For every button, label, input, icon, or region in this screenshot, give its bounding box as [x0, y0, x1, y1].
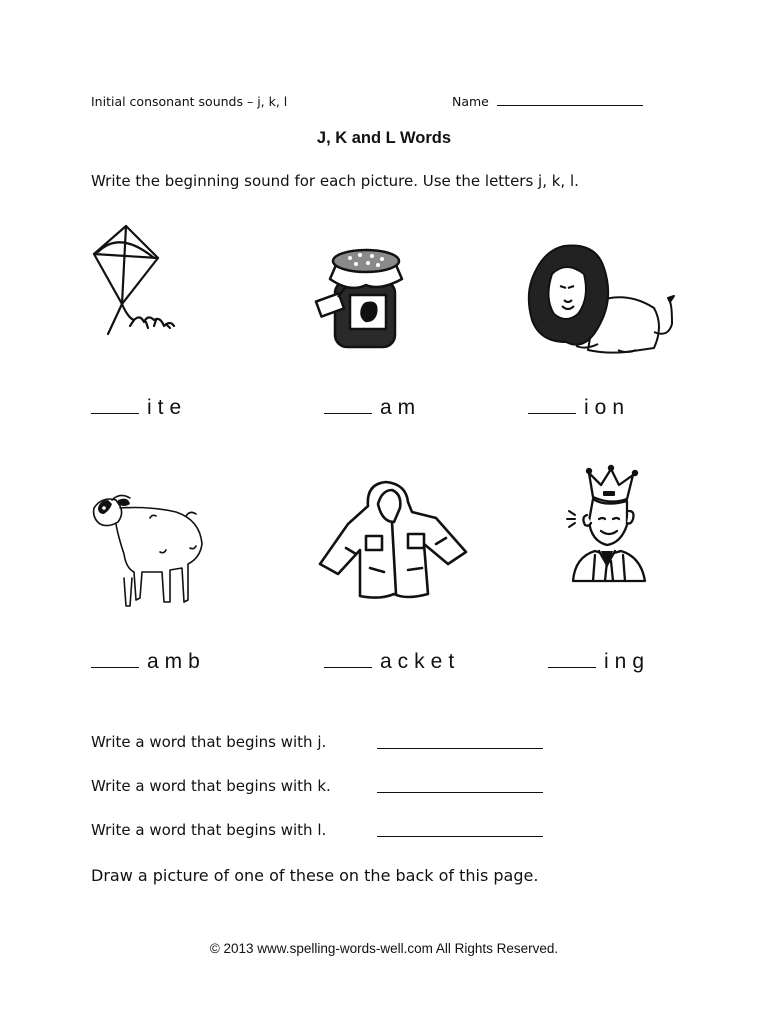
subject-label: Initial consonant sounds – j, k, l: [91, 94, 288, 109]
name-blank[interactable]: [497, 105, 643, 106]
jacket-icon: [316, 478, 468, 603]
king-icon: [565, 465, 657, 587]
instruction-text: Write the beginning sound for each picture. Use the letters j, k, l.: [91, 172, 579, 190]
word-ending: ite: [147, 396, 188, 419]
word-jam[interactable]: [324, 396, 421, 420]
prompt-j: [91, 733, 326, 751]
answer-line-l[interactable]: [377, 836, 543, 837]
word-jacket[interactable]: [324, 650, 460, 674]
name-field[interactable]: [452, 94, 643, 109]
worksheet-title: J, K and L Words: [316, 129, 452, 147]
word-ending: amb: [147, 650, 206, 673]
word-ending: ing: [604, 650, 651, 673]
answer-blank[interactable]: [91, 665, 139, 668]
lamb-icon: [90, 488, 208, 610]
prompt-text: Write a word that begins with k.: [91, 777, 331, 795]
prompt-text: Write a word that begins with j.: [91, 733, 327, 751]
answer-blank[interactable]: [528, 411, 576, 414]
answer-blank[interactable]: [548, 665, 596, 668]
jam-jar-icon: [310, 245, 405, 353]
word-ending: acket: [380, 650, 461, 673]
prompt-k: [91, 777, 331, 795]
answer-line-k[interactable]: [377, 792, 543, 793]
kite-icon: [90, 222, 185, 342]
prompt-l: [91, 821, 326, 839]
answer-blank[interactable]: [91, 411, 139, 414]
draw-instruction: Draw a picture of one of these on the back of this page.: [91, 866, 539, 885]
lion-icon: [526, 242, 678, 357]
word-lamb[interactable]: [91, 650, 206, 674]
answer-blank[interactable]: [324, 665, 372, 668]
name-label: Name: [452, 94, 489, 109]
copyright-footer: © 2013 www.spelling-words-well.com All Rights Reserved.: [209, 941, 559, 956]
word-kite[interactable]: [91, 396, 187, 420]
answer-blank[interactable]: [324, 411, 372, 414]
prompt-text: Write a word that begins with l.: [91, 821, 327, 839]
word-lion[interactable]: [528, 396, 630, 420]
word-ending: am: [380, 396, 422, 419]
word-king[interactable]: [548, 650, 650, 674]
word-ending: ion: [584, 396, 631, 419]
answer-line-j[interactable]: [377, 748, 543, 749]
